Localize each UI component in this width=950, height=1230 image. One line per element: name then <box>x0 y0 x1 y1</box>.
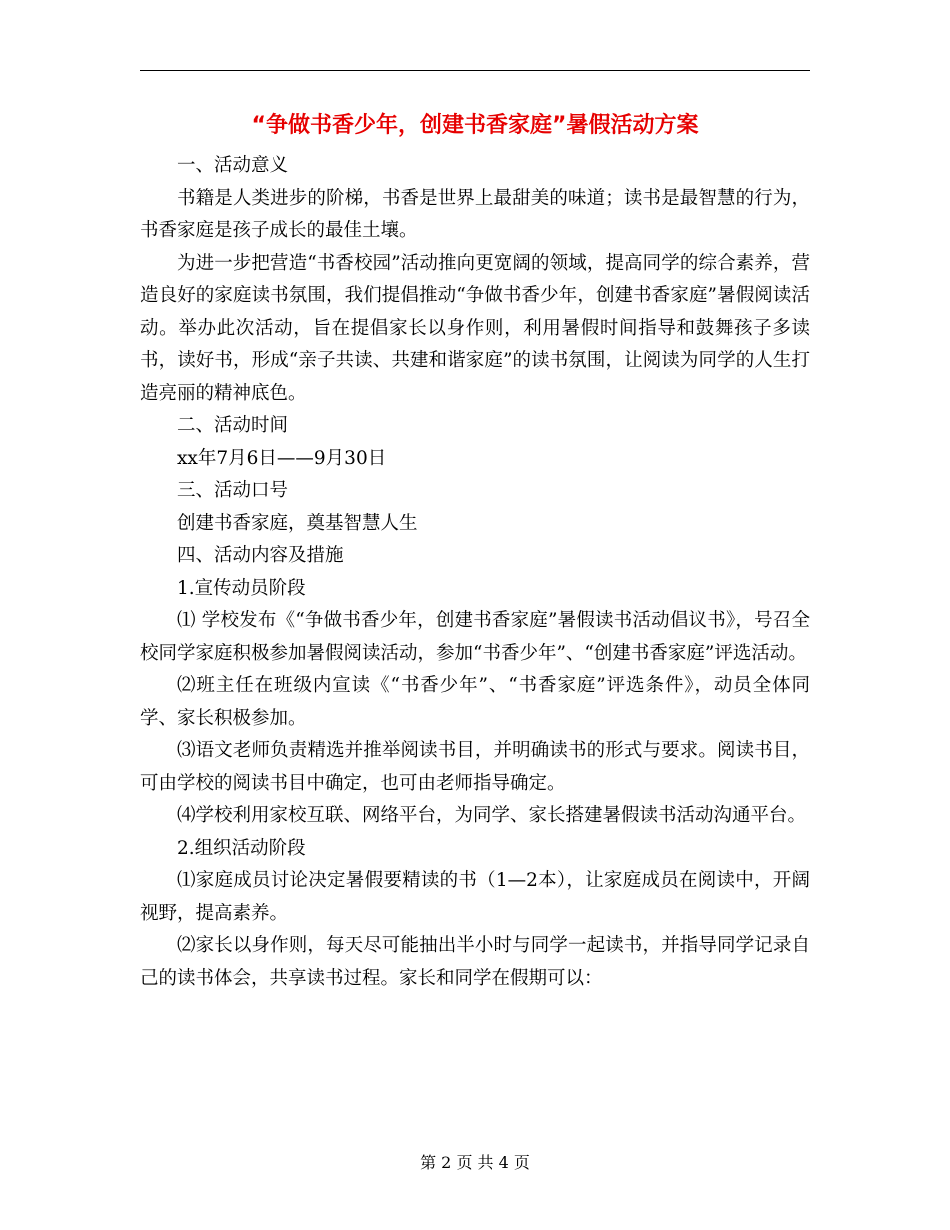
list-item: ⑵家长以身作则，每天尽可能抽出半小时与同学一起读书，并指导同学记录自己的读书体会，共享读书过程。家长和同学在假期可以： <box>140 935 810 989</box>
section-heading-1: 一、活动意义 <box>177 155 289 176</box>
subsection-heading-1: 1.宣传动员阶段 <box>177 577 306 599</box>
section-heading-4: 四、活动内容及措施 <box>177 545 344 566</box>
document-title: “争做书香少年，创建书香家庭”暑假活动方案 <box>251 113 699 138</box>
header-rule <box>140 70 810 71</box>
list-item: ⑴ 学校发布《“争做书香少年，创建书香家庭”暑假读书活动倡议书》，号召全校同学家庭积极参加暑假阅读活动，参加“书香少年”、“创建书香家庭”评选活动。 <box>140 610 810 664</box>
list-item: ⑵班主任在班级内宣读《“书香少年”、“书香家庭”评选条件》，动员全体同学、家长积极参加。 <box>140 675 810 729</box>
activity-slogan: 创建书香家庭，奠基智慧人生 <box>177 512 418 534</box>
list-item: ⑴家庭成员讨论决定暑假要精读的书（1—2本），让家庭成员在阅读中，开阔视野，提高素养。 <box>140 870 810 924</box>
paragraph: 为进一步把营造“书香校园”活动推向更宽阔的领域，提高同学的综合素养，营造良好的家庭读书氛围，我们提倡推动“争做书香少年，创建书香家庭”暑假阅读活动。举办此次活动，旨在提倡家长以身作则，利用暑假时间指导和鼓舞孩子多读书，读好书，形成“亲子共读、共建和谐家庭”的读书氛围，让阅读为同学的人生打造亮丽的精神底色。 <box>140 252 810 404</box>
section-heading-3: 三、活动口号 <box>177 480 289 501</box>
paragraph: 书籍是人类进步的阶梯，书香是世界上最甜美的味道；读书是最智慧的行为，书香家庭是孩子成长的最佳土壤。 <box>140 187 810 241</box>
page-number: 第 2 页 共 4 页 <box>420 1153 530 1172</box>
subsection-heading-2: 2.组织活动阶段 <box>177 837 306 859</box>
section-heading-2: 二、活动时间 <box>177 415 289 436</box>
list-item: ⑷学校利用家校互联、网络平台，为同学、家长搭建暑假读书活动沟通平台。 <box>177 805 807 826</box>
list-item: ⑶语文老师负责精选并推举阅读书目，并明确读书的形式与要求。阅读书目，可由学校的阅读书目中确定，也可由老师指导确定。 <box>140 740 810 794</box>
activity-dates: xx年7月6日——9月30日 <box>177 447 387 469</box>
document-body <box>140 150 810 995</box>
